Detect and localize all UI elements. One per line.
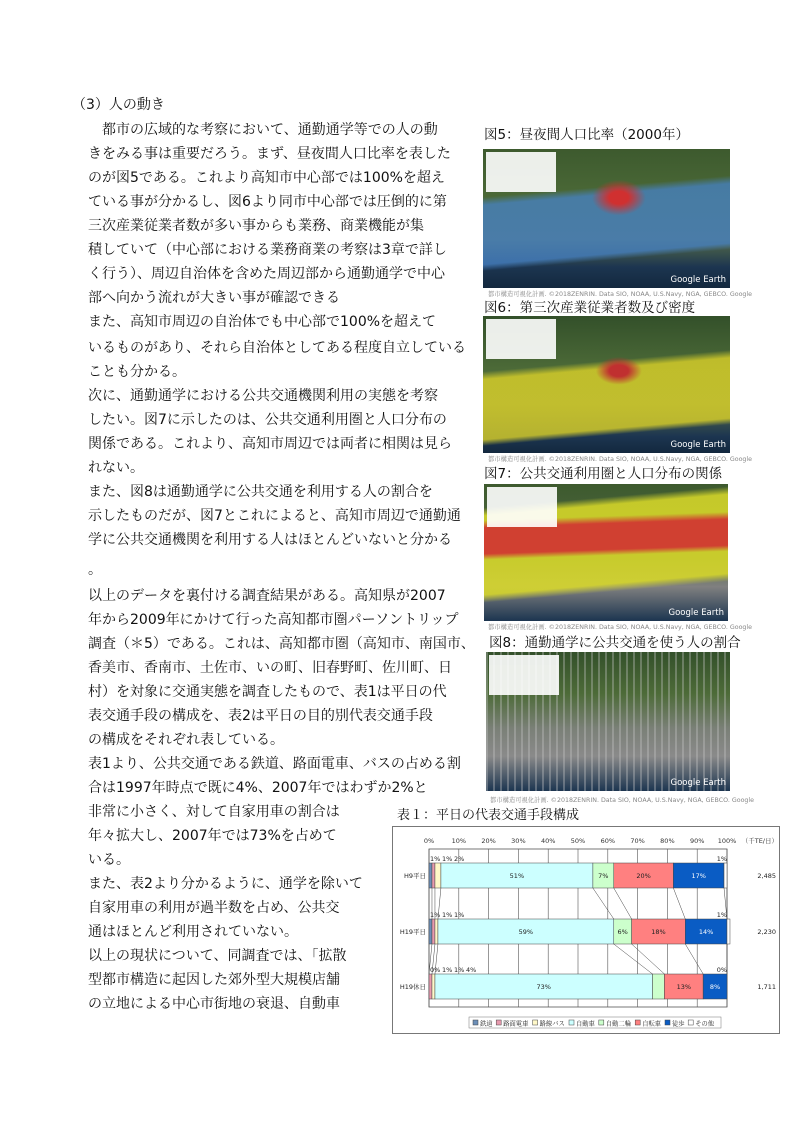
body-text-line: の構成をそれぞれ表している。 (88, 732, 284, 748)
body-text-line: いるものがあり、それら自治体としてある程度自立している (88, 340, 466, 356)
bar-segment (727, 919, 730, 944)
body-text-line: 非常に小さく、対して自家用車の割合は (88, 804, 340, 820)
body-text-line: 学に公共交通機関を利用する人はほとんどいないと分かる (88, 532, 452, 548)
google-earth-logo: Google Earth (670, 778, 726, 788)
map-legend (489, 655, 559, 695)
map-legend (487, 487, 557, 527)
bar-segment (429, 863, 432, 888)
data-label: 0% (430, 966, 441, 974)
legend-swatch (635, 1020, 640, 1025)
x-tick-label: 100% (717, 837, 737, 845)
legend-label: 路線バス (539, 1020, 565, 1028)
figure-caption: 図7：公共交通利用圏と人口分布の関係 (484, 466, 723, 482)
figure-caption: 図5：昼夜間人口比率（2000年） (484, 127, 689, 143)
map-credit: 都市構造可視化計画. ©2018ZENRIN. Data SIO, NOAA, U.S.Navy, NGA, GEBCO. Google (488, 456, 753, 463)
chart-svg (393, 827, 779, 1033)
bar-segment (724, 863, 727, 888)
data-label: 6% (617, 928, 628, 936)
body-text-line: 年から2009年にかけて行った高知都市圏パーソントリップ (88, 612, 459, 628)
data-label: 1% (716, 911, 727, 919)
data-label: 1% (454, 966, 465, 974)
body-text-line: したい。図7に示したのは、公共交通利用圏と人口分布の (88, 412, 447, 428)
data-label: 17% (691, 872, 706, 880)
body-text-line: 関係である。これより、高知市周辺では両者に相関は見ら (88, 436, 452, 452)
data-label: 1% (716, 855, 727, 863)
google-earth-logo: Google Earth (668, 608, 724, 618)
body-text-line: 部へ向かう流れが大きい事が確認できる (88, 290, 340, 306)
body-text-line: の立地による中心市街地の衰退、自動車 (88, 996, 340, 1012)
x-tick-label: 10% (451, 837, 467, 845)
legend-label: 路面電車 (503, 1020, 529, 1028)
category-label: H9平日 (403, 872, 426, 880)
legend-swatch (473, 1020, 478, 1025)
figure-caption: 図6：第三次産業従業者数及び密度 (484, 300, 696, 316)
map-image (483, 149, 730, 288)
body-text-line: 通はほとんど利用されていない。 (88, 924, 298, 940)
body-text-line: 型都市構造に起因した郊外型大規模店舗 (88, 972, 340, 988)
body-text-line: また、図8は通勤通学に公共交通を利用する人の割合を (88, 484, 433, 500)
body-text-line: 香美市、香南市、土佐市、いの町、旧春野町、佐川町、日 (88, 660, 452, 676)
legend-swatch (569, 1020, 574, 1025)
data-label: 2% (454, 855, 465, 863)
section-title: （3）人の動き (72, 97, 165, 113)
map-legend (486, 152, 556, 192)
map-credit: 都市構造可視化計画. ©2018ZENRIN. Data SIO, NOAA, U.S.Navy, NGA, GEBCO. Google (488, 624, 753, 631)
map-image (484, 484, 728, 621)
body-text-line: 年々拡大し、2007年では73%を占めて (88, 828, 337, 844)
x-tick-label: 40% (540, 837, 556, 845)
bar-segment (429, 919, 432, 944)
total-label: 2,485 (757, 872, 776, 880)
legend-swatch (533, 1020, 538, 1025)
body-text-line: ことも分かる。 (88, 364, 186, 380)
legend-label: 自転車 (642, 1020, 662, 1028)
body-text-line: 自家用車の利用が過半数を占め、公共交 (88, 900, 340, 916)
body-text-line: 。 (88, 562, 102, 578)
data-label: 1% (430, 911, 441, 919)
total-label: 2,230 (757, 928, 776, 936)
body-text-line: 村）を対象に交通実態を調査したもので、表1は平日の代 (88, 684, 447, 700)
data-label: 51% (509, 872, 525, 880)
data-label: 59% (518, 928, 534, 936)
transport-mode-chart (392, 826, 780, 1034)
legend-label: 鉄道 (480, 1020, 493, 1028)
category-label: H19休日 (399, 983, 426, 991)
body-text-line: 表交通手段の構成を、表2は平日の目的別代表交通手段 (88, 708, 433, 724)
map-image (486, 652, 730, 791)
x-tick-label: 90% (689, 837, 705, 845)
data-label: 8% (709, 983, 721, 991)
body-text-line: 積していて（中心部における業務商業の考察は3章で詳し (88, 242, 447, 258)
data-label: 1% (442, 911, 453, 919)
x-tick-label: 50% (570, 837, 586, 845)
body-text-line: 示したものだが、図7とこれによると、高知市周辺で通勤通 (88, 508, 461, 524)
legend-swatch (496, 1020, 501, 1025)
data-label: 7% (598, 872, 609, 880)
data-label: 18% (651, 928, 666, 936)
bar-segment (432, 919, 435, 944)
legend-label: 自動車 (576, 1020, 595, 1028)
data-label: 14% (698, 928, 714, 936)
legend-label: その他 (695, 1020, 715, 1028)
data-label: 20% (636, 872, 651, 880)
x-tick-label: 60% (600, 837, 616, 845)
data-label: 1% (454, 911, 465, 919)
legend-swatch (665, 1020, 670, 1025)
bar-segment (435, 863, 441, 888)
body-text-line: ている事が分かるし、図6より同市中心部では圧倒的に第 (88, 194, 447, 210)
legend-label: 徒歩 (672, 1020, 685, 1028)
bar-segment (429, 974, 432, 999)
map-legend (486, 319, 556, 359)
data-label: 4% (466, 966, 477, 974)
body-text-line: 以上のデータを裏付ける調査結果がある。高知県が2007 (88, 588, 446, 604)
category-label: H19平日 (399, 928, 426, 936)
legend-swatch (688, 1020, 693, 1025)
data-label: 0% (716, 966, 727, 974)
bar-segment (435, 919, 438, 944)
body-text-line: また、高知市周辺の自治体でも中心部で100%を超えて (88, 314, 437, 330)
table-caption: 表１：平日の代表交通手段構成 (397, 808, 580, 823)
x-tick-label: 20% (481, 837, 496, 845)
google-earth-logo: Google Earth (670, 440, 726, 450)
google-earth-logo: Google Earth (670, 275, 726, 285)
x-tick-label: 80% (660, 837, 675, 845)
body-text-line: 都市の広域的な考察において、通勤通学等での人の動 (88, 122, 438, 138)
data-label: 13% (676, 983, 692, 991)
data-label: 1% (430, 855, 441, 863)
body-text-line: いる。 (88, 852, 130, 868)
unit-label: （千TE/日） (741, 837, 778, 845)
map-credit: 都市構造可視化計画. ©2018ZENRIN. Data SIO, NOAA, U.S.Navy, NGA, GEBCO. Google (490, 797, 755, 804)
bar-segment (432, 863, 435, 888)
body-text-line: れない。 (88, 460, 144, 476)
data-label: 1% (442, 855, 453, 863)
legend-label: 自動二輪 (605, 1020, 631, 1028)
body-text-line: 次に、通勤通学における公共交通機関利用の実態を考察 (88, 388, 438, 404)
body-text-line: 三次産業従業者数が多い事からも業務、商業機能が集 (88, 218, 424, 234)
x-tick-label: 70% (630, 837, 645, 845)
data-label: 73% (536, 983, 551, 991)
data-label: 1% (442, 966, 453, 974)
body-text-line: 調査（＊5）である。これは、高知都市圏（高知市、南国市、 (88, 636, 475, 652)
x-tick-label: 0% (423, 837, 435, 845)
bar-segment (432, 974, 435, 999)
body-text-line: 表1より、公共交通である鉄道、路面電車、バスの占める割 (88, 756, 461, 772)
body-text-line: きをみる事は重要だろう。まず、昼夜間人口比率を表した (88, 146, 451, 162)
map-image (483, 316, 730, 453)
x-tick-label: 30% (511, 837, 526, 845)
bar-segment (653, 974, 665, 999)
body-text-line: のが図5である。これより高知市中心部では100%を超え (88, 170, 445, 186)
legend-swatch (599, 1020, 604, 1025)
body-text-line: 以上の現状について、同調査では、「拡散 (88, 948, 347, 964)
body-text-line: く行う）、周辺自治体を含めた周辺部から通勤通学で中心 (88, 266, 445, 282)
map-credit: 都市構造可視化計画. ©2018ZENRIN. Data SIO, NOAA, U.S.Navy, NGA, GEBCO. Google (488, 291, 753, 298)
total-label: 1,711 (757, 983, 776, 991)
figure-caption: 図8：通勤通学に公共交通を使う人の割合 (489, 635, 741, 651)
body-text-line: また、表2より分かるように、通学を除いて (88, 876, 363, 892)
body-text-line: 合は1997年時点で既に4%、2007年ではわずか2%と (88, 780, 428, 796)
